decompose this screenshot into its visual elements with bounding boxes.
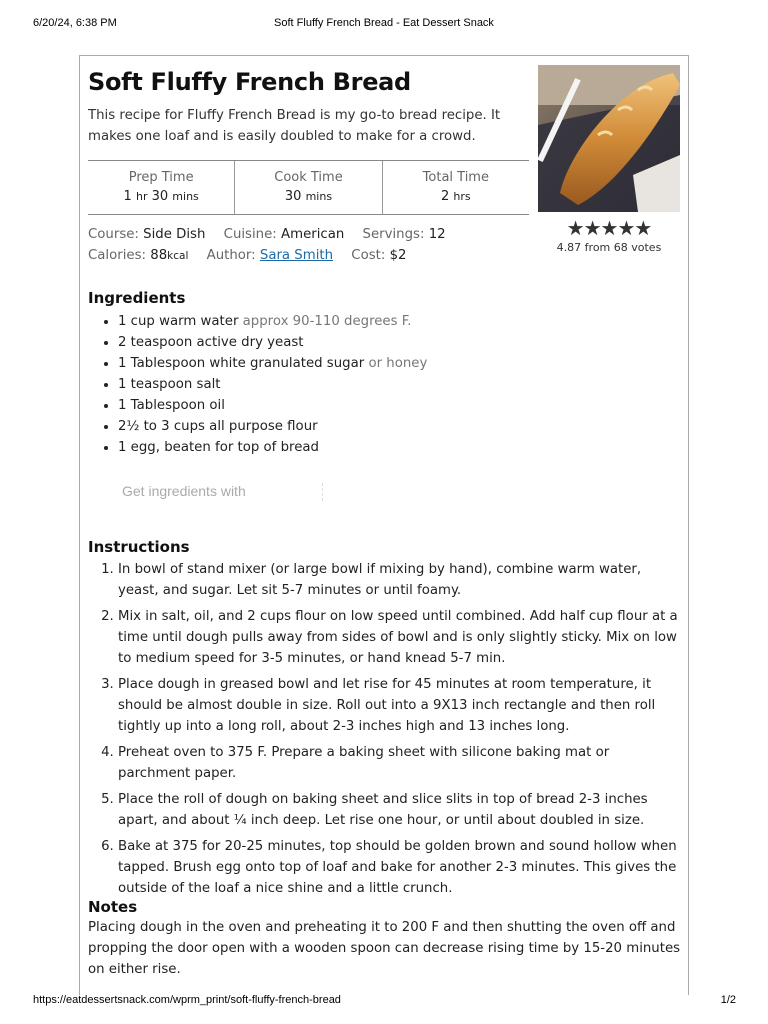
list-item: 3. Place dough in greased bowl and let rise for 45 minutes at room temperature, it should be almost double in size. Roll out into a 9X13 inch rectangle and then roll tightly up into a long roll, about 2-3 inches high and 13 inches long. <box>118 674 678 737</box>
list-item: • 2 teaspoon active dry yeast <box>118 332 658 353</box>
author-link[interactable]: Sara Smith <box>259 248 334 263</box>
list-item: • 1 Tablespoon oil <box>118 395 658 416</box>
prep-time-label: Prep Time <box>128 170 194 185</box>
list-item: • 1 egg, beaten for top of bread <box>118 437 658 458</box>
notes-text: Placing dough in the oven and preheating it to 200 F and then shutting the oven off and propping the door open with a wooden spoon can decrease rising time by 15-20 minutes on either rise. <box>88 920 681 977</box>
prep-time-value: 1 hr 30 mins <box>123 189 199 204</box>
list-item: 4. Preheat oven to 375 F. Prepare a baking sheet with silicone baking mat or parchment paper. <box>118 742 678 784</box>
recipe-meta <box>88 224 460 267</box>
rating-stars[interactable]: ★★★★★ <box>566 216 652 240</box>
recipe-card <box>79 55 689 995</box>
cook-time-value: 30 mins <box>284 189 333 204</box>
list-item: 2. Mix in salt, oil, and 2 cups flour on low speed until combined. Add half cup flour at a time until dough pulls away from sides of bowl and is only slightly sticky. Mix on low to medium speed for 3-5 minutes, or hand knead 5-7 min. <box>118 606 678 669</box>
recipe-title: Soft Fluffy French Bread <box>88 68 411 96</box>
calories: Calories: 88kcal <box>88 248 189 263</box>
print-page-title: Soft Fluffy French Bread - Eat Dessert Snack <box>274 17 494 29</box>
total-time <box>382 161 529 214</box>
list-item: • 1 cup warm water approx 90-110 degrees F. <box>118 311 658 332</box>
rating-votes: 4.87 from 68 votes <box>556 241 662 254</box>
recipe-photo <box>538 65 680 212</box>
list-item: • 1 teaspoon salt <box>118 374 658 395</box>
list-item: • 1 Tablespoon white granulated sugar or honey <box>118 353 658 374</box>
instructions-list <box>88 559 678 904</box>
cuisine: Cuisine: American <box>223 227 345 242</box>
rating <box>538 217 680 254</box>
ingredients-heading: Ingredients <box>88 289 186 307</box>
prep-time <box>88 161 234 214</box>
print-datetime: 6/20/24, 6:38 PM <box>33 17 117 29</box>
total-time-label: Total Time <box>422 170 489 185</box>
list-item: 1. In bowl of stand mixer (or large bowl if mixing by hand), combine warm water, yeast, and sugar. Let sit 5-7 minutes or until foamy. <box>118 559 678 601</box>
list-item: • 2½ to 3 cups all purpose flour <box>118 416 658 437</box>
cost: Cost: $2 <box>351 248 407 263</box>
print-url: https://eatdessertsnack.com/wprm_print/soft-fluffy-french-bread <box>33 994 341 1006</box>
recipe-times <box>88 160 529 215</box>
print-page-number: 1/2 <box>720 994 736 1006</box>
get-ingredients-button[interactable] <box>122 483 323 501</box>
recipe-summary: This recipe for Fluffy French Bread is my go-to bread recipe. It makes one loaf and is easily doubled to make for a crowd. <box>88 108 501 144</box>
instructions-heading: Instructions <box>88 538 190 556</box>
servings: Servings: 12 <box>362 227 446 242</box>
cook-time <box>234 161 381 214</box>
notes-heading: Notes <box>88 898 138 916</box>
course: Course: Side Dish <box>88 227 206 242</box>
cook-time-label: Cook Time <box>274 170 343 185</box>
ingredients-list <box>88 311 658 458</box>
author: Author: Sara Smith <box>206 248 334 263</box>
list-item: 6. Bake at 375 for 20-25 minutes, top should be golden brown and sound hollow when tapped. Brush egg onto top of loaf and bake for another 2-3 minutes. This gives the outside of the loaf a nice shine and a little crunch. <box>118 836 678 899</box>
list-item: 5. Place the roll of dough on baking sheet and slice slits in top of bread 2-3 inches apart, and about ¼ inch deep. Let rise one hour, or until about doubled in size. <box>118 789 678 831</box>
get-ingredients-label: Get ingredients with <box>122 483 246 499</box>
total-time-value: 2 hrs <box>440 189 471 204</box>
grocery-logo-icon <box>250 483 323 501</box>
